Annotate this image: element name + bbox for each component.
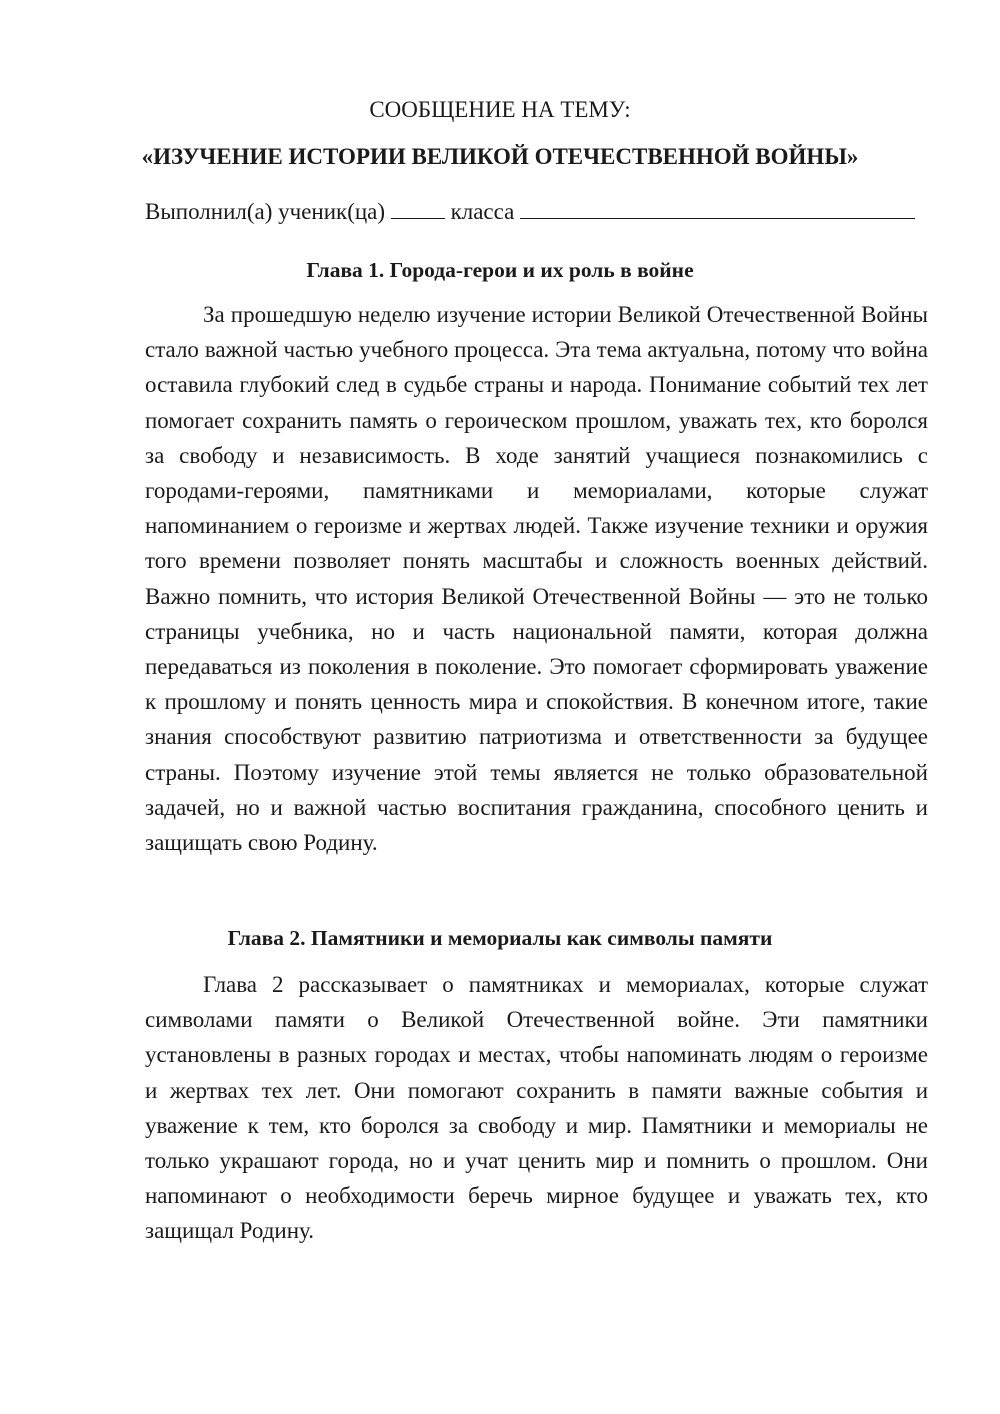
author-line <box>145 196 915 228</box>
chapter-1-text: За прошедшую неделю изучение истории Великой Отечественной Войны стало важной частью учебного процесса. Эта тема актуальна, потому что война оставила глубокий след в судьбе страны и народа. Понимание событий тех лет помогает сохранить память о героическом прошлом, уважать тех, кто боролся за свободу и независимость. В ходе занятий учащиеся познакомились с городами-героями, памятниками и мемориалами, которые служат напоминанием о героизме и жертвах людей. Также изучение техники и оружия того времени позволяет понять масштабы и сложность военных действий. Важно помнить, что история Великой Отечественной Войны — это не только страницы учебника, но и часть национальной памяти, которая должна передаваться из поколения в поколение. Это помогает сформировать уважение к прошлому и понять ценность мира и спокойствия. В конечном итоге, такие знания способствуют развитию патриотизма и ответственности за будущее страны. Поэтому изучение этой темы является не только образовательной задачей, но и важной частью воспитания гражданина, способного ценить и защищать свою Родину. <box>145 302 928 856</box>
chapter-1-title: Глава 1. Города-герои и их роль в войне <box>306 258 694 282</box>
document-heading-prefix: СООБЩЕНИЕ НА ТЕМУ: <box>369 97 631 122</box>
chapter-2-title: Глава 2. Памятники и мемориалы как символы памяти <box>227 926 773 950</box>
class-number-blank <box>391 196 445 219</box>
class-label: класса <box>450 199 515 224</box>
chapter-2-text: Глава 2 рассказывает о памятниках и мемориалах, которые служат символами памяти о Великой Отечественной войне. Эти памятники установлены в разных городах и местах, чтобы напоминать людям о героизме и жертвах тех лет. Они помогают сохранить в памяти важные события и уважение к тем, кто боролся за свободу и мир. Памятники и мемориалы не только украшают города, но и учат ценить мир и помнить о прошлом. Они напоминают о необходимости беречь мирное будущее и уважать тех, кто защищал Родину. <box>145 972 928 1244</box>
student-name-blank <box>520 196 915 219</box>
author-label: Выполнил(а) ученик(ца) <box>145 199 386 224</box>
document-title: «ИЗУЧЕНИЕ ИСТОРИИ ВЕЛИКОЙ ОТЕЧЕСТВЕННОЙ ВОЙНЫ» <box>141 144 859 169</box>
